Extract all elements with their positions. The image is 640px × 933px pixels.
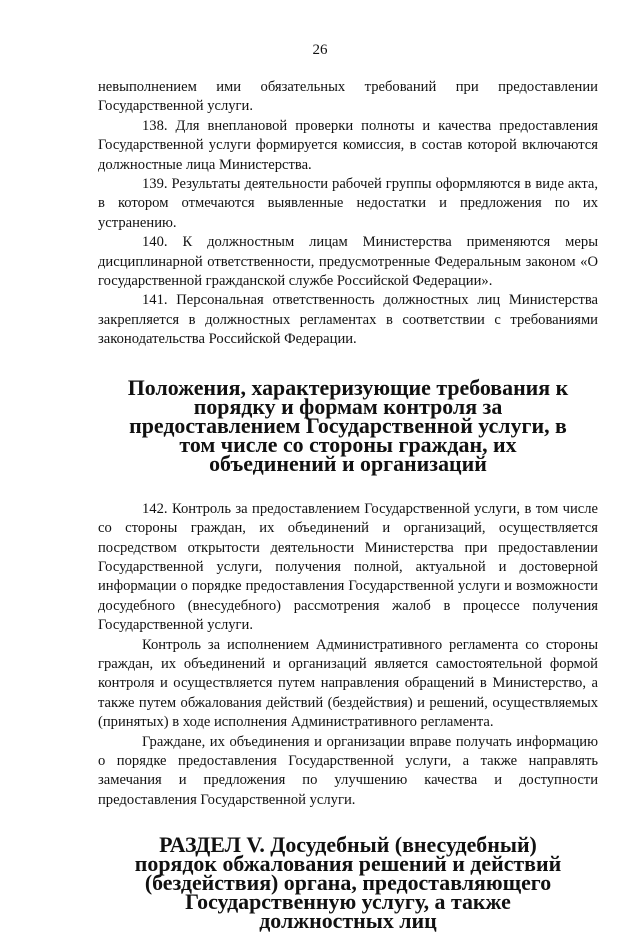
paragraph-138: 138. Для внеплановой проверки полноты и качества предоставления Государственной услуги формируется комиссия, в состав которой включаются должностные лица Министерства.: [98, 117, 598, 173]
paragraph-142: 142. Контроль за предоставлением Государственной услуги, в том числе со стороны граждан, их объединений и организаций, осуществляется посредством открытости деятельности Министерства при предоставлении Государственной услуги, получения полной, актуальной и достоверной информации о порядке предоставления Государственной услуги и возможности досудебного (внесудебного) рассмотрения жалоб в процессе получения Государственной услуги.: [98, 500, 598, 634]
section-heading-control: Положения, характеризующие требования к порядку и формам контроля за предоставлением Государственной услуги, в том числе со стороны граждан, их объединений и организаций: [127, 374, 569, 476]
section-heading-part-5: РАЗДЕЛ V. Досудебный (внесудебный) порядок обжалования решений и действий (бездействия) органа, предоставляющего Государственную услугу, а также должностных лиц: [134, 832, 562, 933]
document-body: [98, 78, 598, 933]
paragraph-139: 139. Результаты деятельности рабочей группы оформляются в виде акта, в котором отмечаются выявленные недостатки и предложения по их устранению.: [98, 176, 598, 231]
paragraph-140: 140. К должностным лицам Министерства применяются меры дисциплинарной ответственности, предусмотренные Федеральным законом «О государственной гражданской службе Российской Федерации».: [98, 234, 598, 290]
paragraph-continuation: невыполнением ими обязательных требований при предоставлении Государственной услуги.: [98, 79, 598, 115]
paragraph-control-citizens: Контроль за исполнением Административного регламента со стороны граждан, их объединений и организаций является самостоятельной формой контроля и осуществляется путем направления обращений в Министерство, а также путем обжалования действий (бездействия) и решений, осуществляемых (принятых) в ходе исполнения Административного регламента.: [98, 636, 598, 731]
paragraph-141: 141. Персональная ответственность должностных лиц Министерства закрепляется в должностных регламентах в соответствии с требованиями законодательства Российской Федерации.: [98, 292, 598, 348]
page-number: 26: [312, 42, 328, 58]
paragraph-citizens-rights: Граждане, их объединения и организации вправе получать информацию о порядке предоставления Государственной услуги, а также направлять замечания и предложения по улучшению качества и доступности предоставления Государственной услуги.: [98, 733, 598, 808]
